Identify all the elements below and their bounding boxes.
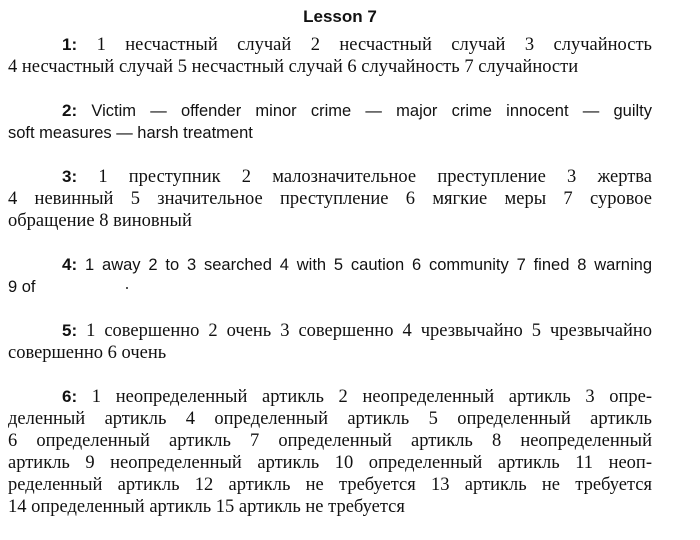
exercise-line: 1 away 2 to 3 searched 4 with 5 caution 6 community 7 fined 8 warning [85, 256, 653, 274]
exercise-number: 4: [62, 255, 78, 274]
exercise-line: совершенно 6 очень [8, 343, 167, 363]
exercise-number: 1: [62, 35, 78, 54]
exercise-number: 2: [62, 101, 78, 120]
exercise-3 [8, 166, 652, 232]
lesson-title: Lesson 7 [303, 7, 377, 26]
exercise-line: 1 совершенно 2 очень 3 совершенно 4 чрезвычайно 5 чрезвычайно [86, 321, 653, 341]
exercise-line: артикль 9 неопределенный артикль 10 определенный артикль 11 неоп- [8, 453, 652, 473]
exercise-number: 6: [62, 387, 78, 406]
exercise-line: 1 неопределенный артикль 2 неопределенный артикль 3 опре- [91, 387, 652, 407]
exercise-line: обращение 8 виновный [8, 211, 192, 231]
exercise-line: 6 определенный артикль 7 определенный артикль 8 неопределенный [8, 431, 652, 451]
exercise-line: 4 несчастный случай 5 несчастный случай 6 случайность 7 случайности [8, 57, 579, 77]
scan-speck [126, 287, 128, 289]
exercise-line: 9 of [8, 278, 36, 296]
exercise-2 [8, 100, 652, 144]
exercise-line: Victim — offender minor crime — major crime innocent — guilty [91, 102, 652, 120]
exercise-5 [8, 320, 652, 364]
exercise-4 [8, 254, 652, 298]
exercise-line: 1 несчастный случай 2 несчастный случай 3 случайность [96, 35, 652, 55]
exercise-number: 3: [62, 167, 78, 186]
exercise-number: 5: [62, 321, 78, 340]
exercise-line: деленный артикль 4 определенный артикль 5 определенный артикль [8, 409, 652, 429]
answer-key-page [8, 6, 652, 540]
exercise-line: 14 определенный артикль 15 артикль не требуется [8, 497, 405, 517]
exercise-line: 1 преступник 2 малозначительное преступление 3 жертва [98, 167, 652, 187]
exercise-line: ределенный артикль 12 артикль не требуется 13 артикль не требуется [8, 475, 652, 495]
exercise-1 [8, 34, 652, 78]
exercise-line: soft measures — harsh treatment [8, 124, 253, 142]
exercise-line: 4 невинный 5 значительное преступление 6 мягкие меры 7 суровое [8, 189, 652, 209]
exercise-6 [8, 386, 652, 518]
